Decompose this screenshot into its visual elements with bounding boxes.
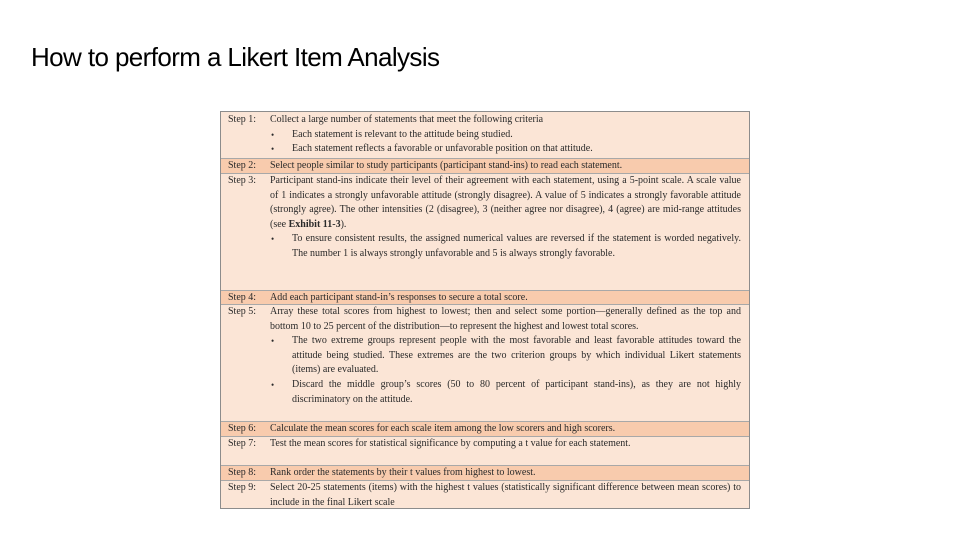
step-4-label: Step 4: <box>228 292 257 303</box>
step-3-row <box>221 173 749 290</box>
list-item <box>270 334 741 378</box>
step-2-row <box>221 158 749 173</box>
step-3-label: Step 3: <box>228 175 257 186</box>
step-5-bullets <box>270 334 741 407</box>
bullet-icon: • <box>271 379 275 390</box>
step-5-row <box>221 304 749 421</box>
step-7-row <box>221 436 749 465</box>
step-7-text: Test the mean scores for statistical significance by computing a t value for each statement. <box>270 438 631 449</box>
step-7-body <box>270 437 741 452</box>
step-9-body <box>270 481 741 509</box>
bullet-text: Each statement is relevant to the attitude being studied. <box>292 128 513 140</box>
list-item <box>270 142 741 157</box>
step-3-text-before: Participant stand-ins indicate their level of their agreement with each statement, using a 5-point scale. A scale value of 1 indicates a strongly unfavorable attitude (strongly disagree). A value of 5 indicates a strongly favorable attitude (strongly agree). The other intensities (2 (disagree), 3 (neither agree nor disagree), 4 (agree) are mid-range attitudes (see <box>270 175 741 230</box>
bullet-text: Each statement reflects a favorable or unfavorable position on that attitude. <box>292 143 593 155</box>
step-6-text: Calculate the mean scores for each scale item among the low scorers and high scorers. <box>270 423 616 434</box>
step-3-text <box>270 174 741 232</box>
step-9-row <box>221 480 749 509</box>
step-1-label: Step 1: <box>228 114 257 125</box>
step-8-body <box>270 466 741 481</box>
step-4-row <box>221 290 749 304</box>
slide-title: How to perform a Likert Item Analysis <box>31 42 440 72</box>
exhibit-reference: Exhibit 11-3 <box>288 218 341 230</box>
step-1-body <box>270 113 741 157</box>
bullet-text: The two extreme groups represent people with the most favorable and least favorable attitudes toward the attitude being studied. These extremes are the two criterion groups by which individual Likert statements (items) are evaluated. <box>292 335 741 376</box>
step-9-label: Step 9: <box>228 482 257 493</box>
step-3-bullets <box>270 232 741 261</box>
bullet-icon: • <box>271 234 275 245</box>
step-6-body <box>270 422 741 437</box>
step-8-label: Step 8: <box>228 467 257 478</box>
list-item <box>270 378 741 407</box>
step-1-text: Collect a large number of statements that meet the following criteria <box>270 114 544 125</box>
step-3-body <box>270 174 741 262</box>
bullet-icon: • <box>271 144 275 155</box>
step-3-text-after: ). <box>340 218 347 230</box>
step-9-text: Select 20-25 statements (items) with the highest t values (statistically significant difference between mean scores) to include in the final Likert scale <box>270 482 741 508</box>
step-5-text: Array these total scores from highest to lowest; then and select some portion—generally defined as the top and bottom 10 to 25 percent of the distribution—to represent the highest and lowest total scores. <box>270 306 741 332</box>
list-item <box>270 232 741 261</box>
bullet-text: Discard the middle group’s scores (50 to 80 percent of participant stand-ins), as they are not highly discriminatory on the attitude. <box>292 378 741 405</box>
step-6-label: Step 6: <box>228 423 257 434</box>
step-2-body <box>270 159 741 174</box>
step-6-row <box>221 421 749 436</box>
step-1-bullets <box>270 128 741 157</box>
step-8-text: Rank order the statements by their t values from highest to lowest. <box>270 467 536 478</box>
list-item <box>270 128 741 143</box>
bullet-text: To ensure consistent results, the assigned numerical values are reversed if the statement is worded negatively. The number 1 is always strongly unfavorable and 5 is always strongly favorable. <box>292 233 741 259</box>
step-8-row <box>221 465 749 480</box>
step-2-label: Step 2: <box>228 160 257 171</box>
bullet-icon: • <box>271 336 275 347</box>
step-5-label: Step 5: <box>228 306 257 317</box>
step-2-text: Select people similar to study participants (participant stand-ins) to read each statement. <box>270 160 623 171</box>
step-5-body <box>270 305 741 407</box>
step-4-text: Add each participant stand-in’s responses to secure a total score. <box>270 292 528 303</box>
bullet-icon: • <box>271 129 275 140</box>
step-1-row <box>221 112 749 158</box>
step-7-label: Step 7: <box>228 438 257 449</box>
likert-steps-table <box>220 111 750 509</box>
